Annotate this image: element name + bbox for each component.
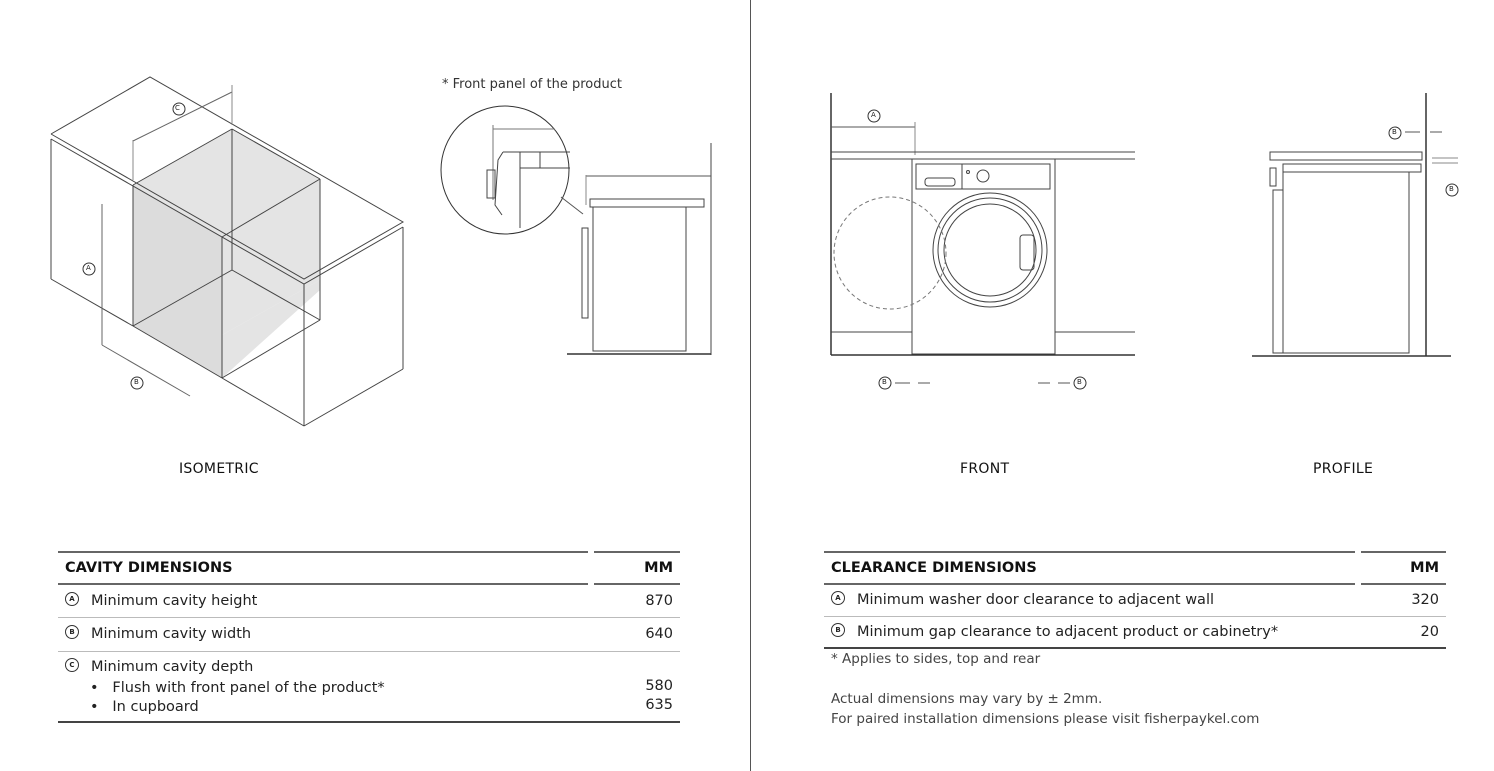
table-row: A Minimum cavity height 870 (58, 585, 680, 618)
table-row: A Minimum washer door clearance to adjacent wall 320 (824, 585, 1446, 617)
profile-drawing (1252, 93, 1458, 356)
profile-dim-label-b-rear: B (1392, 128, 1397, 136)
dim-label-c: C (175, 104, 180, 112)
marker-c-icon: C (65, 658, 79, 672)
table-header (824, 551, 1355, 585)
unit-header: MM (1361, 551, 1446, 585)
table-header (58, 551, 588, 585)
clearance-dimensions-table (824, 551, 1446, 649)
isometric-drawing (51, 77, 403, 426)
dim-label-a: A (86, 264, 91, 272)
front-label: FRONT (960, 461, 1010, 477)
front-dim-label-b-left: B (882, 378, 887, 386)
front-panel-note: * Front panel of the product (442, 77, 622, 92)
table-title: CAVITY DIMENSIONS (65, 560, 233, 576)
table-row: C Minimum cavity depth • Flush with front panel of the product* • In cupboard 580 635 (58, 652, 680, 723)
front-dim-label-a: A (871, 111, 876, 119)
marker-b-icon: B (65, 625, 79, 639)
marker-a-icon: A (65, 592, 79, 606)
tolerance-note: Actual dimensions may vary by ± 2mm. (831, 691, 1103, 707)
table-title: CLEARANCE DIMENSIONS (831, 560, 1037, 576)
profile-label: PROFILE (1313, 461, 1374, 477)
isometric-label: ISOMETRIC (179, 461, 259, 477)
marker-b-icon: B (831, 623, 845, 637)
dim-label-b: B (134, 378, 139, 386)
applies-footnote: * Applies to sides, top and rear (831, 651, 1041, 667)
front-drawing (831, 93, 1135, 389)
front-dim-label-b-right: B (1077, 378, 1082, 386)
side-section-drawing (441, 106, 711, 355)
table-row: B Minimum cavity width 640 (58, 618, 680, 652)
cavity-dimensions-table (58, 551, 680, 723)
marker-a-icon: A (831, 591, 845, 605)
table-row: B Minimum gap clearance to adjacent product or cabinetry* 20 (824, 617, 1446, 649)
profile-dim-label-b-top: B (1449, 185, 1454, 193)
unit-header: MM (594, 551, 680, 585)
paired-installation-link[interactable]: For paired installation dimensions please visit fisherpaykel.com (831, 711, 1260, 727)
